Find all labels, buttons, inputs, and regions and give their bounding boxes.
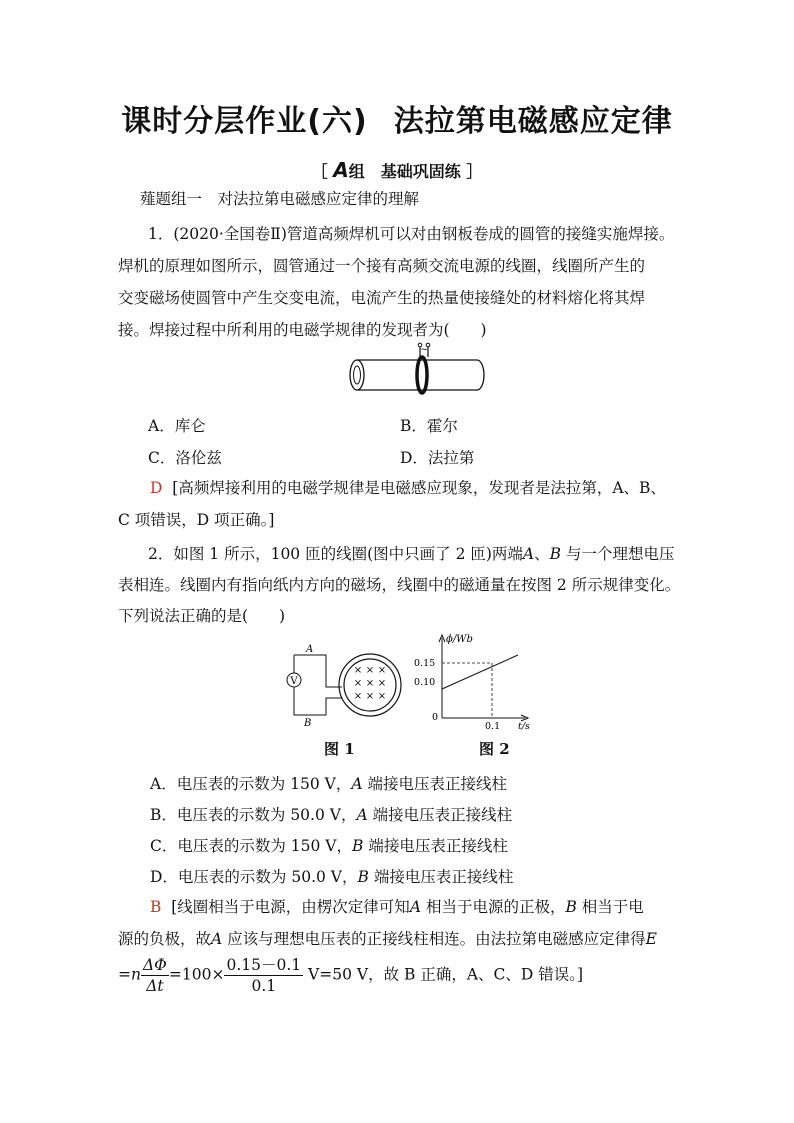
q2-sep: 、 [534, 545, 550, 563]
svg-text:×: × [353, 678, 363, 689]
bracket-close: ］ [466, 162, 483, 181]
voltmeter-label: V [290, 676, 298, 687]
q1-line-3: 交变磁场使圆管中产生交变电流，电流产生的热量使接缝处的材料熔化将其焊 [118, 289, 646, 307]
y-tick-010: 0.10 [414, 677, 436, 688]
q2-figure-2 [410, 630, 540, 730]
svg-text:×: × [365, 678, 375, 689]
q2-explain-3: =n $\frac{\Delta\Phi}{\Delta t}$ =100× $\frac{0.15-0.1}{0.1}$ V=50 V，故 B 正确，A、C、D 错误。] [118, 956, 584, 995]
q1-answer [150, 478, 666, 498]
wire-top [294, 655, 342, 687]
svg-text:×: × [353, 665, 363, 676]
q2-option-b: B．电压表的示数为 50.0 V，A 端接电压表正接线柱 [150, 806, 513, 824]
pipe-end-left [350, 360, 364, 390]
q2-line1-b: 与一个理想电压 [561, 545, 675, 563]
q1-explain-1: [高频焊接利用的电磁学规律是电磁感应现象，发现者是法拉第，A、B、 [172, 479, 666, 497]
q2-line-2: 表相连。线圈内有指向纸内方向的磁场，线圈中的磁通量在按图 2 所示规律变化。 [118, 576, 681, 594]
fraction-values: $\frac{0.15-0.1}{0.1}$ [226, 956, 302, 995]
q1-option-d: D．法拉第 [400, 449, 475, 467]
fig2-caption: 图 2 [479, 740, 510, 758]
origin-label: 0 [432, 712, 439, 723]
title-right: 法拉第电磁感应定律 [393, 104, 673, 139]
label-b: B [304, 718, 312, 729]
x-label: t/s [518, 721, 530, 730]
svg-text:×: × [353, 691, 363, 702]
fraction-flux: $\frac{\Delta\Phi}{\Delta t}$ [142, 956, 167, 995]
q1-line-4: 接。焊接过程中所利用的电磁学规律的发现者为( ) [118, 321, 487, 339]
svg-text:×: × [365, 691, 375, 702]
q2-line-1 [148, 544, 674, 564]
wire-bottom [294, 655, 342, 715]
svg-text:×: × [377, 691, 387, 702]
bracket-open: ［ [311, 162, 328, 181]
q2-end-a: A [522, 545, 535, 563]
fig1-caption: 图 1 [324, 740, 355, 758]
flux-line [442, 655, 518, 689]
q2-line1-a: 2．如图 1 所示，100 匝的线圈(图中只画了 2 匝)两端 [148, 545, 523, 563]
q1-option-b: B．霍尔 [400, 417, 458, 435]
svg-text:×: × [365, 665, 375, 676]
q1-explain-2: C 项错误，D 项正确。] [118, 511, 275, 529]
svg-text:×: × [377, 665, 387, 676]
q2-line-3: 下列说法正确的是( ) [118, 607, 286, 625]
q2-explain-1: B [线圈相当于电源，由楞次定律可知A 相当于电源的正极，B 相当于电 [150, 898, 644, 916]
q1-answer-letter: D [150, 479, 163, 497]
q2-option-c: C．电压表的示数为 150 V，B 端接电压表正接线柱 [150, 837, 508, 855]
svg-text:×: × [377, 678, 387, 689]
q2-answer-letter: B [150, 898, 162, 916]
q2-explain-2: 源的负极，故A 应该与理想电压表的正接线柱相连。由法拉第电磁感应定律得E [118, 930, 657, 948]
y-label: ϕ/Wb [446, 634, 473, 645]
q1-line-2: 焊机的原理如图所示，圆管通过一个接有高频交流电源的线圈，线圈所产生的 [118, 257, 646, 275]
q1-option-a: A．库仑 [148, 417, 206, 435]
q2-figure-1 [284, 640, 414, 730]
label-a: A [306, 644, 314, 655]
page-title [0, 96, 794, 140]
pipe-end-right [477, 360, 484, 390]
q1-line-1: 1．(2020·全国卷Ⅱ)管道高频焊机可以对由钢板卷成的圆管的接缝实施焊接。 [148, 225, 675, 243]
y-tick-015: 0.15 [414, 658, 436, 669]
ac-source-label: ~ [420, 345, 428, 355]
topic-heading: 薤题组一 对法拉第电磁感应定律的理解 [140, 190, 420, 208]
q1-figure-pipe [342, 340, 492, 400]
q2-end-b: B [549, 545, 562, 563]
q2-option-d: D．电压表的示数为 50.0 V，B 端接电压表正接线柱 [150, 868, 514, 886]
q1-option-c: C．洛伦兹 [148, 449, 222, 467]
x-tick-01: 0.1 [485, 721, 501, 730]
q2-option-a: A．电压表的示数为 150 V，A 端接电压表正接线柱 [150, 775, 507, 793]
group-heading [0, 158, 794, 182]
coil [417, 357, 427, 393]
guide-lines [442, 663, 492, 718]
field-crosses [354, 665, 386, 702]
group-letter: A [333, 158, 349, 182]
title-left: 课时分层作业(六) [121, 104, 368, 139]
group-label: 组 基础巩固练 [348, 162, 461, 181]
